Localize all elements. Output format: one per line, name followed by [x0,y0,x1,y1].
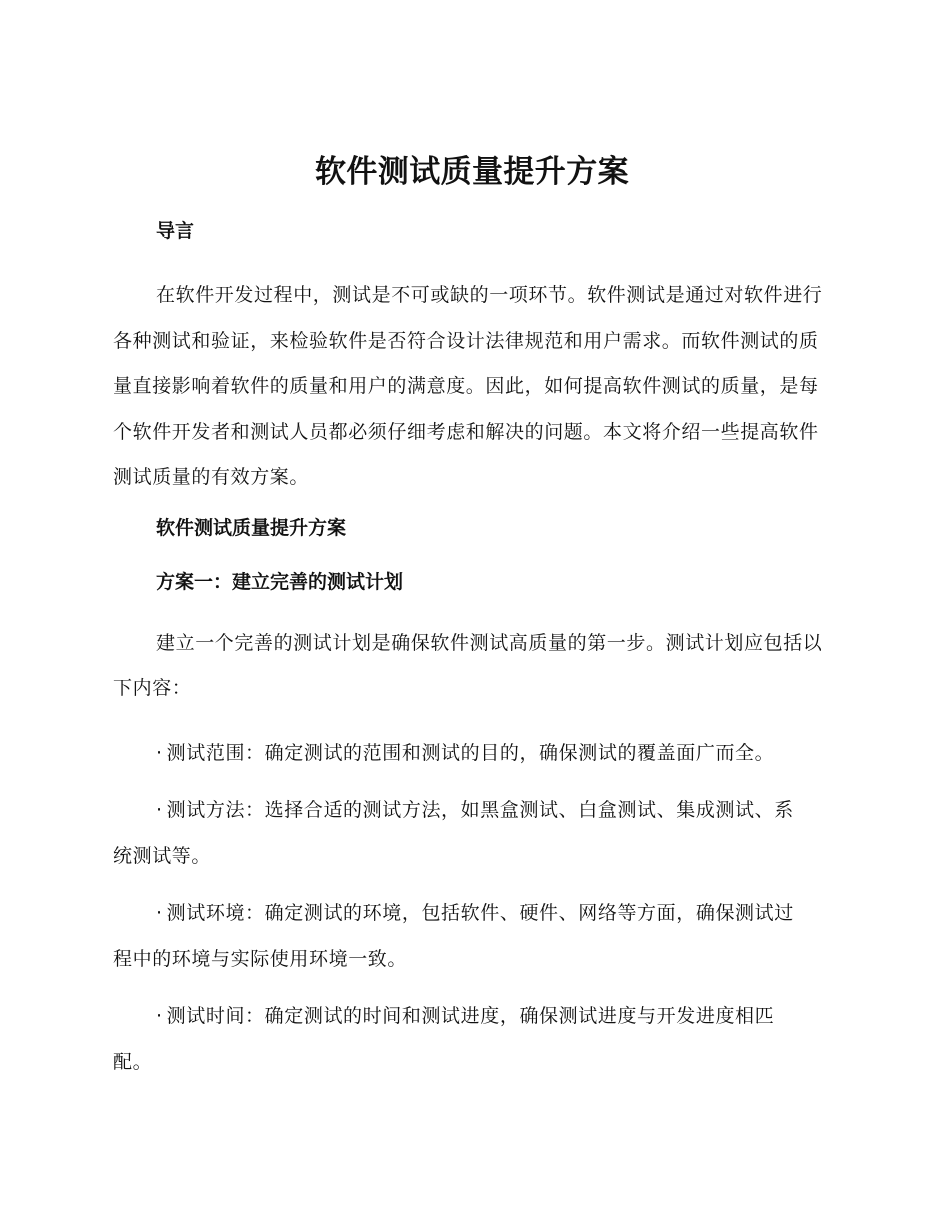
bullet-marker: · [156,741,163,764]
list-item [113,891,831,982]
bullet-marker: · [156,799,163,821]
plan-one-paragraph: 建立一个完善的测试计划是确保软件测试高质量的第一步。测试计划应包括以下内容： [113,631,823,699]
list-item [113,731,831,777]
intro-paragraph: 在软件开发过程中，测试是不可或缺的一项环节。软件测试是通过对软件进行各种测试和验证，来检验软件是否符合设计法律规范和用户需求。而软件测试的质量直接影响着软件的质量和用户的满意度。因此，如何提高软件测试的质量，是每个软件开发者和测试人员都必须仔细考虑和解决的问题。本文将介绍一些提高软件测试质量的有效方案。 [113,284,823,488]
section-heading: 软件测试质量提升方案 [156,516,347,539]
document-content [113,148,831,1085]
page-title: 软件测试质量提升方案 [315,154,629,190]
plan-one-heading: 方案一：建立完善的测试计划 [156,570,404,593]
list-item-text: 测试环境：确定测试的环境，包括软件、硬件、网络等方面，确保测试过程中的环境与实际使用环境一致。 [113,902,794,970]
list-item [113,788,831,879]
bullet-marker: · [156,1005,163,1027]
intro-heading: 导言 [156,220,195,242]
requirements-list [113,731,831,1086]
list-item-text: 测试时间：确定测试的时间和测试进度，确保测试进度与开发进度相匹配。 [113,1005,775,1073]
list-item-text: 测试范围：确定测试的范围和测试的目的，确保测试的覆盖面广而全。 [166,741,775,764]
list-item [113,994,831,1085]
list-item-text: 测试方法：选择合适的测试方法，如黑盒测试、白盒测试、集成测试、系统测试等。 [113,799,794,867]
bullet-marker: · [156,902,163,924]
